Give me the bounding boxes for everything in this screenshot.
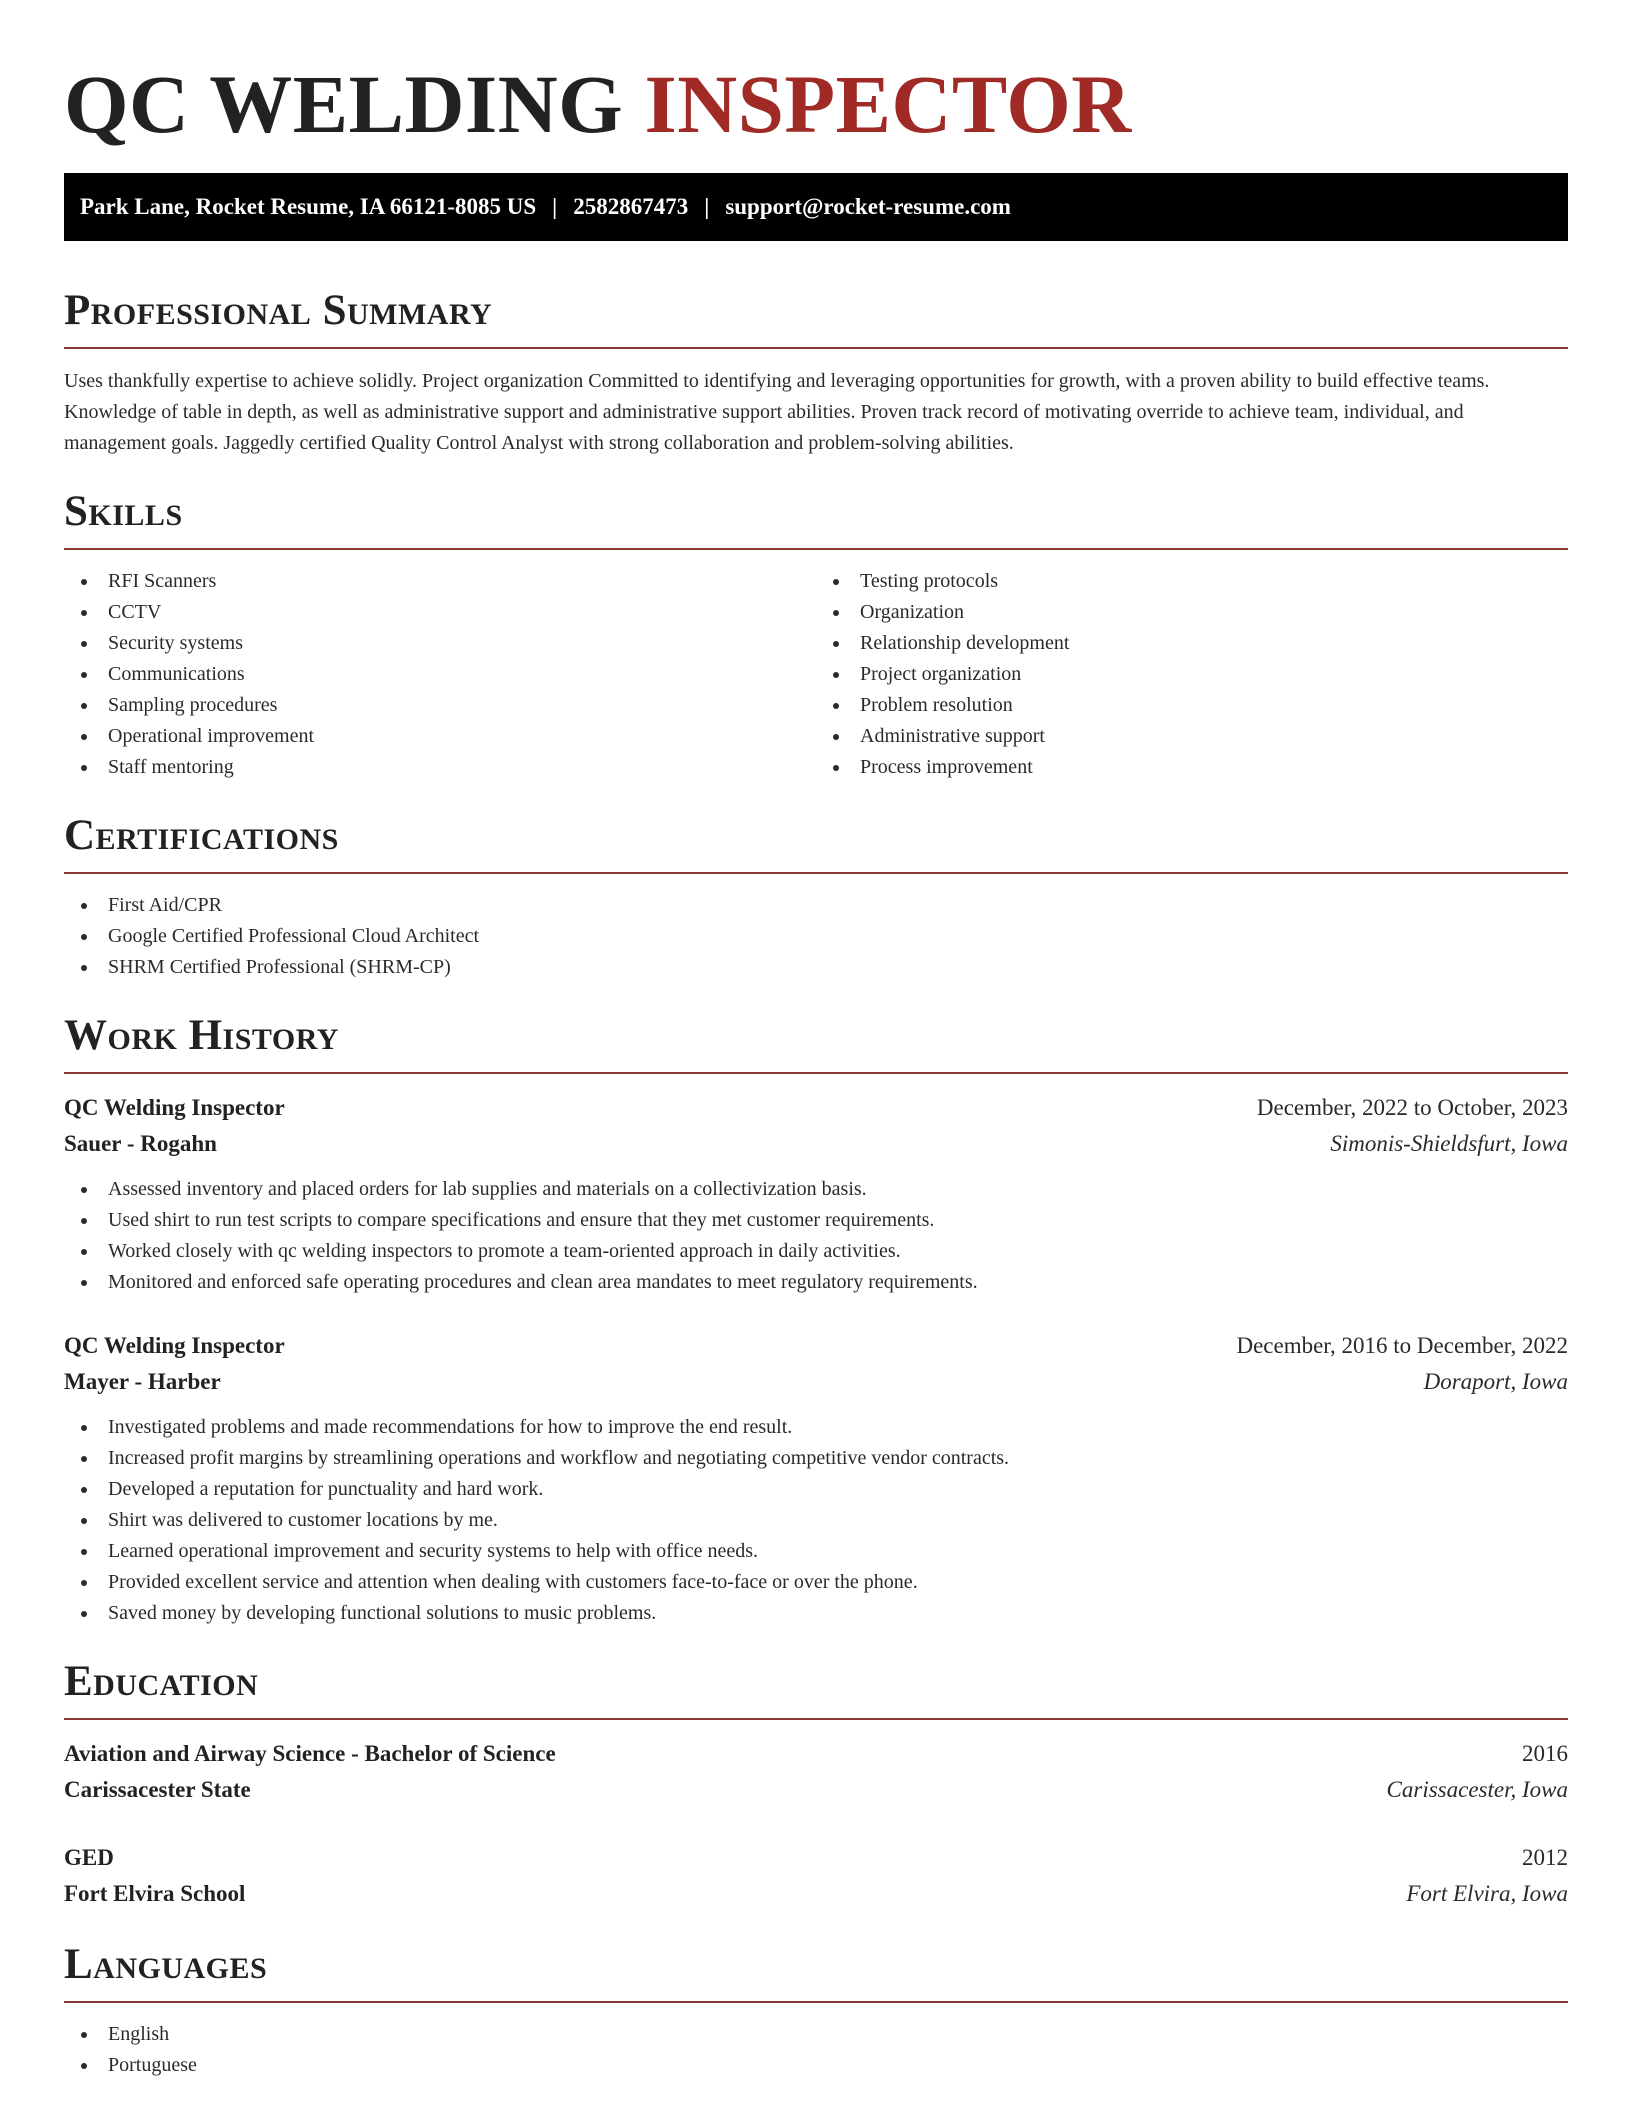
job-duty-item: Monitored and enforced safe operating procedures and clean area mandates to meet regulatory requirements. — [64, 1267, 1568, 1298]
job-duties-list — [64, 1174, 1568, 1298]
education-year: 2012 — [1522, 1845, 1568, 1870]
skill-item: Testing protocols — [816, 566, 1568, 597]
skills-section — [64, 486, 1568, 783]
resume-title — [64, 0, 1568, 150]
work-history-section — [64, 1010, 1568, 1629]
contact-separator: | — [704, 194, 710, 219]
job-entry — [64, 1328, 1568, 1629]
skills-list-left — [64, 566, 816, 783]
contact-email: support@rocket-resume.com — [725, 194, 1011, 219]
skill-item: Project organization — [816, 659, 1568, 690]
section-divider — [64, 347, 1568, 349]
job-company: Mayer - Harber — [64, 1369, 221, 1394]
languages-list — [64, 2019, 1568, 2081]
language-item: Portuguese — [64, 2050, 1568, 2081]
education-location: Fort Elvira, Iowa — [1406, 1881, 1568, 1906]
section-heading-skills: Skills — [64, 488, 183, 535]
education-entry — [64, 1840, 1568, 1912]
section-heading-work-history: Work History — [64, 1012, 339, 1059]
job-location: Simonis-Shieldsfurt, Iowa — [1330, 1131, 1568, 1156]
job-dates: December, 2016 to December, 2022 — [1236, 1333, 1568, 1358]
education-school-row — [64, 1772, 1568, 1808]
education-school: Carissacester State — [64, 1777, 251, 1802]
education-school: Fort Elvira School — [64, 1881, 246, 1906]
certifications-list — [64, 890, 1568, 983]
job-company-row — [64, 1364, 1568, 1400]
job-dates: December, 2022 to October, 2023 — [1256, 1095, 1568, 1120]
section-heading-certifications: Certifications — [64, 812, 339, 859]
job-duty-item: Worked closely with qc welding inspectors to promote a team-oriented approach in daily activities. — [64, 1236, 1568, 1267]
job-duty-item: Investigated problems and made recommendations for how to improve the end result. — [64, 1412, 1568, 1443]
contact-separator: | — [552, 194, 558, 219]
certification-item: First Aid/CPR — [64, 890, 1568, 921]
contact-phone: 2582867473 — [573, 194, 689, 219]
section-divider — [64, 2001, 1568, 2003]
job-title: QC Welding Inspector — [64, 1095, 285, 1120]
summary-text: Uses thankfully expertise to achieve solidly. Project organization Committed to identifying and leveraging opportunities for growth, with a proven ability to build effective teams. Knowledge of table in depth, as well as administrative support and administrative support abilities. Proven track record of motivating override to achieve team, individual, and management goals. Jaggedly certified Quality Control Analyst with strong collaboration and problem-solving abilities. — [64, 370, 1490, 454]
skill-item: Operational improvement — [64, 721, 816, 752]
education-degree-row — [64, 1840, 1568, 1876]
job-location: Doraport, Iowa — [1423, 1369, 1568, 1394]
languages-section — [64, 1939, 1568, 2081]
job-duty-item: Provided excellent service and attention when dealing with customers face-to-face or over the phone. — [64, 1567, 1568, 1598]
section-divider — [64, 872, 1568, 874]
job-duties-list — [64, 1412, 1568, 1629]
skill-item: RFI Scanners — [64, 566, 816, 597]
job-duty-item: Used shirt to run test scripts to compare specifications and ensure that they met customer requirements. — [64, 1205, 1568, 1236]
job-duty-item: Developed a reputation for punctuality and hard work. — [64, 1474, 1568, 1505]
education-entry — [64, 1736, 1568, 1808]
education-degree-row — [64, 1736, 1568, 1772]
skill-item: CCTV — [64, 597, 816, 628]
education-section — [64, 1656, 1568, 1912]
section-heading-education: Education — [64, 1658, 259, 1705]
skill-item: Process improvement — [816, 752, 1568, 783]
skill-item: Problem resolution — [816, 690, 1568, 721]
job-duty-item: Learned operational improvement and security systems to help with office needs. — [64, 1536, 1568, 1567]
education-year: 2016 — [1522, 1741, 1568, 1766]
certification-item: SHRM Certified Professional (SHRM-CP) — [64, 952, 1568, 983]
skills-list-right — [816, 566, 1568, 783]
job-header-row — [64, 1090, 1568, 1126]
contact-address: Park Lane, Rocket Resume, IA 66121-8085 US — [80, 194, 537, 219]
section-divider — [64, 1718, 1568, 1720]
skill-item: Sampling procedures — [64, 690, 816, 721]
job-entry — [64, 1090, 1568, 1298]
section-divider — [64, 1072, 1568, 1074]
job-company: Sauer - Rogahn — [64, 1131, 217, 1156]
education-degree: GED — [64, 1845, 114, 1870]
education-school-row — [64, 1876, 1568, 1912]
skill-item: Staff mentoring — [64, 752, 816, 783]
section-divider — [64, 548, 1568, 550]
skills-column-left — [64, 566, 816, 783]
skill-item: Organization — [816, 597, 1568, 628]
skill-item: Administrative support — [816, 721, 1568, 752]
contact-bar — [64, 173, 1568, 241]
skill-item: Security systems — [64, 628, 816, 659]
certification-item: Google Certified Professional Cloud Architect — [64, 921, 1568, 952]
skill-item: Relationship development — [816, 628, 1568, 659]
job-header-row — [64, 1328, 1568, 1364]
summary-section — [64, 285, 1568, 459]
job-duty-item: Assessed inventory and placed orders for lab supplies and materials on a collectivization basis. — [64, 1174, 1568, 1205]
certifications-section — [64, 810, 1568, 983]
skills-column-right — [816, 566, 1568, 783]
section-heading-summary: Professional Summary — [64, 287, 493, 334]
education-location: Carissacester, Iowa — [1386, 1777, 1568, 1802]
skill-item: Communications — [64, 659, 816, 690]
job-duty-item: Shirt was delivered to customer locations by me. — [64, 1505, 1568, 1536]
skills-grid — [64, 566, 1568, 783]
education-degree: Aviation and Airway Science - Bachelor of Science — [64, 1741, 556, 1766]
section-heading-languages: Languages — [64, 1941, 268, 1988]
job-title: QC Welding Inspector — [64, 1333, 285, 1358]
language-item: English — [64, 2019, 1568, 2050]
job-duty-item: Increased profit margins by streamlining operations and workflow and negotiating competitive vendor contracts. — [64, 1443, 1568, 1474]
title-accent-part: INSPECTOR — [644, 58, 1132, 150]
job-duty-item: Saved money by developing functional solutions to music problems. — [64, 1598, 1568, 1629]
title-first-part: QC WELDING — [64, 58, 624, 150]
job-company-row — [64, 1126, 1568, 1162]
